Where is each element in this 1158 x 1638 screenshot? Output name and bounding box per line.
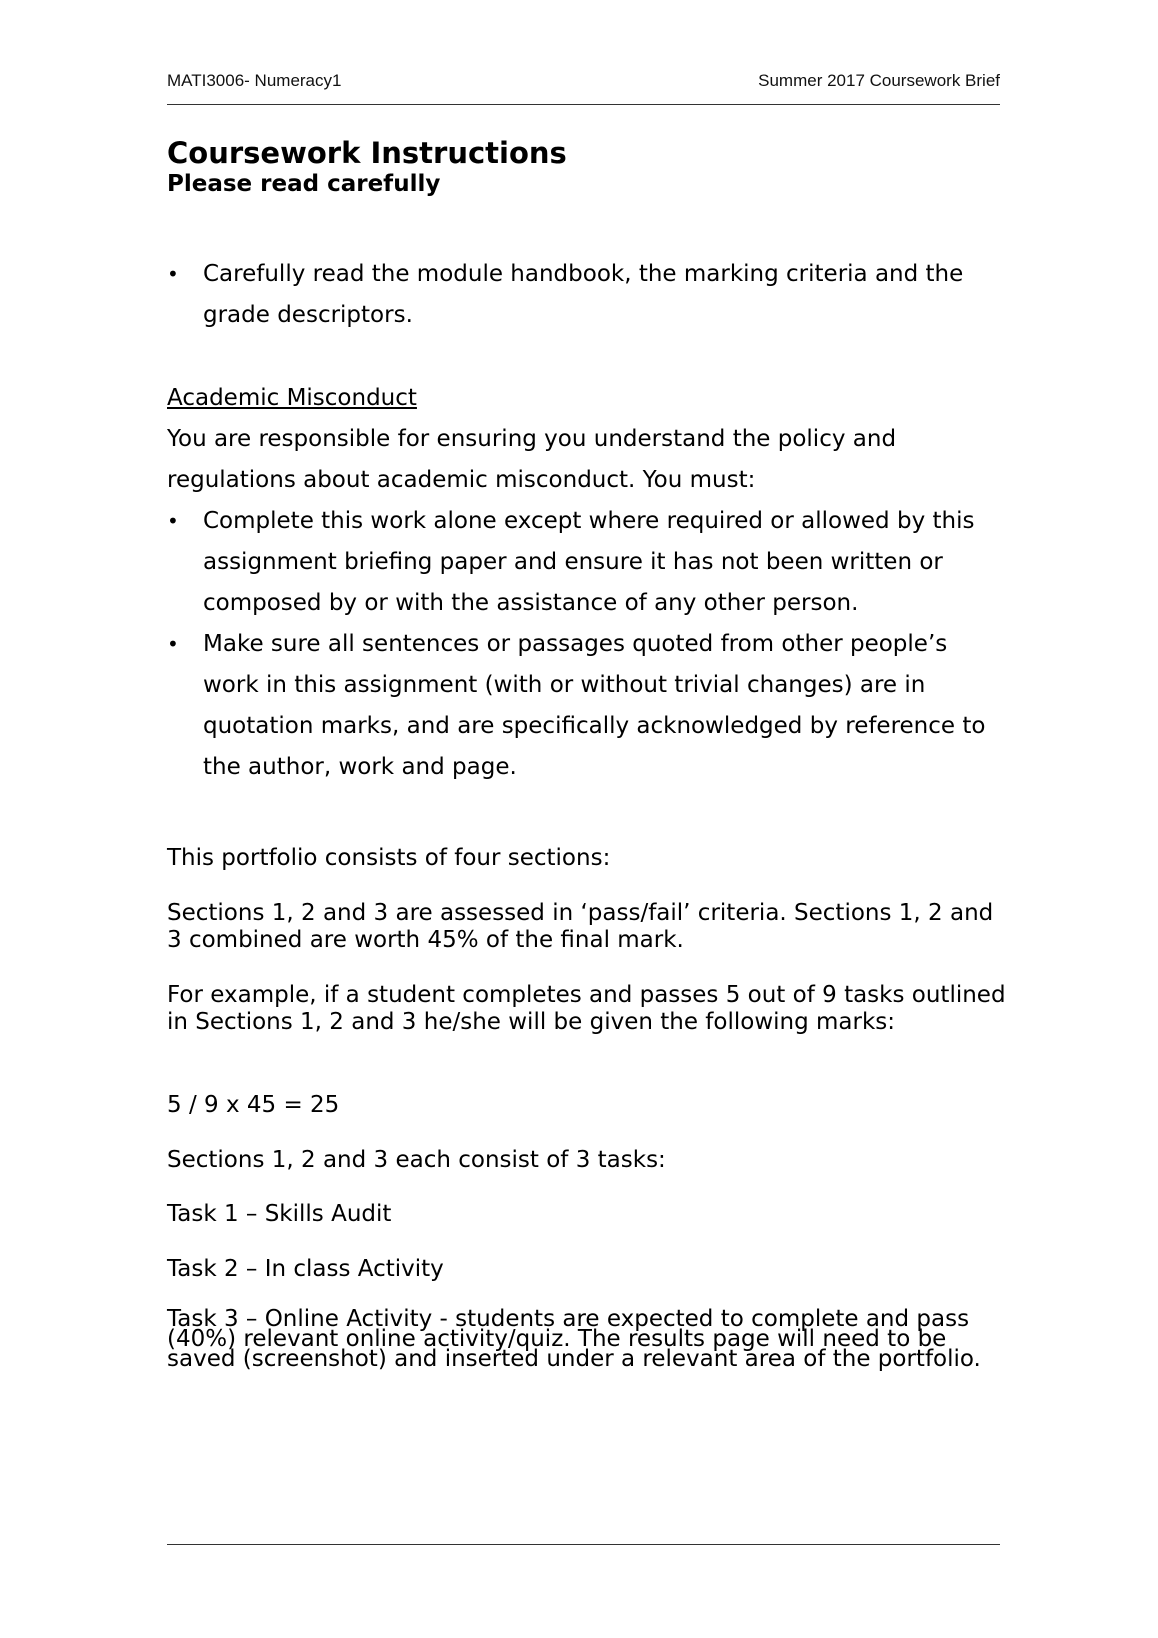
footer-divider	[167, 1544, 1000, 1545]
list-item	[167, 624, 1007, 788]
header-divider	[167, 104, 1000, 105]
list-item	[167, 254, 1007, 336]
task-2: Task 2 – In class Activity	[167, 1256, 444, 1282]
formula-text: 5 / 9 x 45 = 25	[167, 1092, 340, 1118]
header-brief-title: Summer 2017 Coursework Brief	[758, 71, 1000, 90]
page-subtitle: Please read carefully	[167, 171, 441, 197]
assessment-text: Sections 1, 2 and 3 are assessed in ‘pass/fail’ criteria. Sections 1, 2 and 3 combined are worth 45% of the final mark.	[167, 900, 994, 953]
task-3: Task 3 – Online Activity - students are expected to complete and pass (40%) relevant online activity/quiz. The results page will need to be saved (screenshot) and inserted under a relevant area of the portfolio.	[167, 1306, 981, 1372]
task-1: Task 1 – Skills Audit	[167, 1201, 392, 1227]
misconduct-bullet-text: Make sure all sentences or passages quoted from other people’s work in this assignment (with or without trivial changes) are in quotation marks, and are specifically acknowledged by reference to the author, work and page.	[203, 631, 986, 780]
tasks-intro: Sections 1, 2 and 3 each consist of 3 tasks:	[167, 1147, 666, 1173]
misconduct-heading: Academic Misconduct	[167, 385, 417, 411]
example-text: For example, if a student completes and passes 5 out of 9 tasks outlined in Sections 1, 2 and 3 he/she will be given the following marks:	[167, 982, 1006, 1035]
bullet-icon: •	[167, 632, 179, 656]
bullet-icon: •	[167, 509, 179, 533]
sections-intro: This portfolio consists of four sections:	[167, 845, 611, 871]
list-item	[167, 501, 1007, 624]
header-module-code: MATI3006- Numeracy1	[167, 71, 342, 90]
intro-bullet-text: Carefully read the module handbook, the marking criteria and the grade descriptors.	[203, 261, 964, 328]
misconduct-bullet-text: Complete this work alone except where required or allowed by this assignment briefing paper and ensure it has not been written or composed by or with the assistance of any other person.	[203, 508, 975, 616]
bullet-icon: •	[167, 262, 179, 286]
intro-list	[167, 254, 1007, 336]
misconduct-intro: You are responsible for ensuring you understand the policy and regulations about academic misconduct. You must:	[167, 426, 897, 493]
page-title: Coursework Instructions	[167, 136, 567, 170]
misconduct-section	[167, 378, 1007, 788]
